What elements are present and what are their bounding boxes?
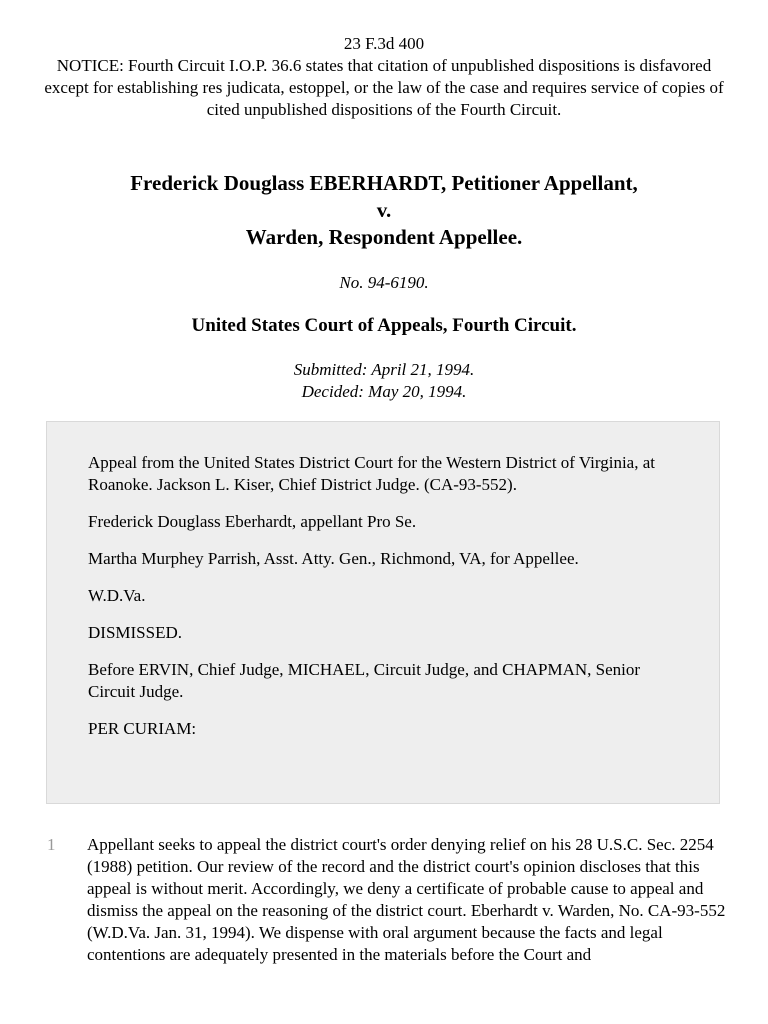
court-name: United States Court of Appeals, Fourth Circuit. <box>191 315 577 336</box>
unpublished-notice: NOTICE: Fourth Circuit I.O.P. 36.6 states that citation of unpublished dispositions is disfavored except for establishing res judicata, estoppel, or the law of the case and requires service of copies of cited unpublished dispositions of the Fourth Circuit. <box>44 56 724 119</box>
appellant-counsel: Frederick Douglass Eberhardt, appellant Pro Se. <box>88 512 417 531</box>
versus-line: v. <box>376 198 392 222</box>
respondent-line: Warden, Respondent Appellee. <box>245 225 523 249</box>
docket-number: No. 94-6190. <box>339 273 429 292</box>
submitted-date: Submitted: April 21, 1994. <box>293 360 475 379</box>
panel-judges: Before ERVIN, Chief Judge, MICHAEL, Circuit Judge, and CHAPMAN, Senior Circuit Judge. <box>88 660 641 701</box>
case-dates <box>0 359 768 403</box>
case-caption <box>20 170 748 251</box>
appeal-from: Appeal from the United States District Court for the Western District of Virginia, at Roanoke. Jackson L. Kiser, Chief District Judge. (CA-93-552). <box>88 453 655 494</box>
citation-notice <box>40 33 728 121</box>
district-abbrev: W.D.Va. <box>88 586 146 605</box>
citation: 23 F.3d 400 <box>343 34 425 53</box>
opinion-paragraph: Appellant seeks to appeal the district court's order denying relief on his 28 U.S.C. Sec. 2254 (1988) petition. Our review of the record and the district court's opinion discloses that this appeal is without merit. Accordingly, we deny a certificate of probable cause to appeal and dismiss the appeal on the reasoning of the district court. Eberhardt v. Warden, No. CA-93-552 (W.D.Va. Jan. 31, 1994). We dispense with oral argument because the facts and legal contentions are adequately presented in the materials before the Court and <box>87 835 726 964</box>
headnote-box <box>46 421 720 804</box>
paragraph-number: 1 <box>47 835 56 854</box>
petitioner-line: Frederick Douglass EBERHARDT, Petitioner Appellant, <box>130 171 638 195</box>
disposition: DISMISSED. <box>88 623 182 642</box>
opinion-author: PER CURIAM: <box>88 719 197 738</box>
decided-date: Decided: May 20, 1994. <box>301 382 467 401</box>
appellee-counsel: Martha Murphey Parrish, Asst. Atty. Gen., Richmond, VA, for Appellee. <box>88 549 579 568</box>
